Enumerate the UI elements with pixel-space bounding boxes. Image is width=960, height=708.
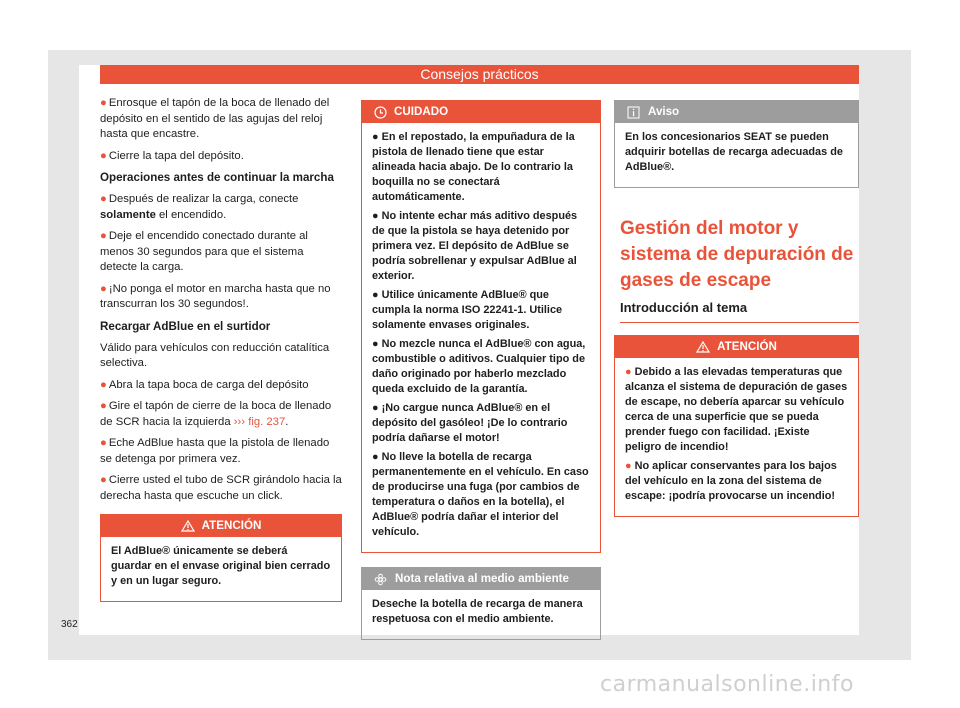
list-item: ● No intente echar más aditivo después de que la pistola se haya detenido por primera vez. El depósito de AdBlue se podría sobrellenar y expulsar AdBlue al exterior. [372, 210, 578, 282]
bullet-icon: ● [100, 97, 107, 109]
list-item: ● En el repostado, la empuñadura de la pistola de llenado tiene que estar alineada hacia abajo. De lo contrario la boquilla no se conectará automáticamente. [372, 131, 575, 203]
list-item: ● Cierre usted el tubo de SCR girándolo hacia la derecha hasta que escuche un click. [100, 474, 342, 502]
bullet-icon: ● [372, 289, 382, 301]
bullet-icon: ● [100, 437, 107, 449]
figure-link[interactable]: ››› fig. 237 [233, 415, 286, 428]
list-item: ● Deje el encendido conectado durante al menos 30 segundos para que el sistema detecte la carga. [100, 230, 308, 273]
bullet-icon: ● [372, 131, 382, 143]
bullet-icon: ● [372, 451, 382, 463]
bullet-icon: ● [100, 230, 107, 242]
section-title: Gestión del motor y sistema de depuración de gases de escape [620, 218, 854, 291]
warning-icon [181, 520, 195, 532]
bullet-icon: ● [100, 149, 107, 162]
intro-heading: Introducción al tema [620, 300, 859, 323]
aviso-header: Aviso [615, 101, 858, 123]
bullet-icon: ● [100, 400, 107, 412]
flower-icon [374, 573, 387, 586]
list-item: ● Cierre la tapa del depósito. [100, 149, 244, 162]
info-icon [627, 106, 640, 119]
paragraph-validity: Válido para vehículos con reducción catalítica selectiva. [100, 341, 330, 369]
bullet-icon: ● [372, 210, 382, 222]
bullet-icon: ● [625, 365, 635, 378]
bullet-icon: ● [372, 338, 382, 350]
bullet-icon: ● [372, 402, 382, 414]
list-item: ● ¡No ponga el motor en marcha hasta que no transcurran los 30 segundos!. [100, 282, 331, 310]
nota-body: Deseche la botella de recarga de manera respetuosa con el medio ambiente. [372, 598, 583, 625]
list-item: ● Abra la tapa boca de carga del depósito [100, 378, 309, 391]
nota-header: Nota relativa al medio ambiente [362, 568, 600, 590]
list-item: ● Después de realizar la carga, conecte solamente el encendido. [100, 193, 299, 221]
atencion-header-right: ATENCIÓN [615, 336, 858, 358]
clock-icon [374, 106, 387, 119]
aviso-box [614, 100, 859, 188]
bullet-icon: ● [625, 459, 635, 472]
column-left [100, 96, 342, 602]
atencion-box [100, 514, 342, 602]
page-number: 362 [61, 619, 78, 630]
list-item: ● ¡No cargue nunca AdBlue® en el depósito del gasóleo! ¡De lo contrario podría dañarse el motor! [372, 402, 568, 444]
column-right [614, 96, 859, 517]
cuidado-box [361, 100, 601, 553]
warning-icon [696, 341, 710, 353]
heading-recargar: Recargar AdBlue en el surtidor [100, 319, 271, 333]
atencion-box-right [614, 335, 859, 517]
page-header [100, 65, 859, 84]
bullet-icon: ● [100, 282, 107, 295]
column-middle [361, 96, 601, 640]
bullet-icon: ● [100, 193, 107, 205]
atencion-body-right [615, 358, 858, 516]
list-item: ● Debido a las elevadas temperaturas que alcanza el sistema de depuración de gases de escape, no debería aparcar su vehículo cerca de una superficie que se pueda prender fuego con facilidad. ¡Existe peligro de incendio! [625, 365, 848, 453]
aviso-body: En los concesionarios SEAT se pueden adquirir botellas de recarga adecuadas de AdBlue®. [625, 131, 843, 173]
list-item: ● No mezcle nunca el AdBlue® con agua, combustible o aditivos. Cualquier tipo de daño originado por haberlo mezclado queda excluido de la garantía. [372, 338, 586, 395]
cuidado-header: CUIDADO [362, 101, 600, 123]
heading-operaciones: Operaciones antes de continuar la marcha [100, 171, 334, 184]
list-item: ● Eche AdBlue hasta que la pistola de llenado se detenga por primera vez. [100, 437, 330, 465]
bullet-icon: ● [100, 474, 107, 486]
list-item: ● No aplicar conservantes para los bajos del vehículo en la zona del sistema de escape: ¡podría provocarse un incendio! [625, 459, 837, 502]
cuidado-body [362, 123, 600, 552]
watermark: carmanualsonline.info [600, 672, 854, 697]
nota-box [361, 567, 601, 640]
list-item: ● Enrosque el tapón de la boca de llenado del depósito en el sentido de las agujas del reloj hasta que encastre. [100, 97, 330, 140]
list-item: ● Gire el tapón de cierre de la boca de llenado de SCR hacia la izquierda ››› fig. 237. [100, 400, 332, 428]
header-title: Consejos prácticos [420, 66, 539, 82]
atencion-header: ATENCIÓN [101, 515, 341, 537]
atencion-body: El AdBlue® únicamente se deberá guardar en el envase original bien cerrado y en un lugar seguro. [111, 545, 331, 587]
list-item: ● Utilice únicamente AdBlue® que cumpla la norma ISO 22241-1. Utilice solamente envases originales. [372, 289, 563, 331]
list-item: ● No lleve la botella de recarga permanentemente en el vehículo. En caso de producirse una fuga (por cambios de temperatura o daños en la botella), el AdBlue® podría dañar el interior del vehículo. [372, 451, 589, 538]
bullet-icon: ● [100, 378, 107, 391]
